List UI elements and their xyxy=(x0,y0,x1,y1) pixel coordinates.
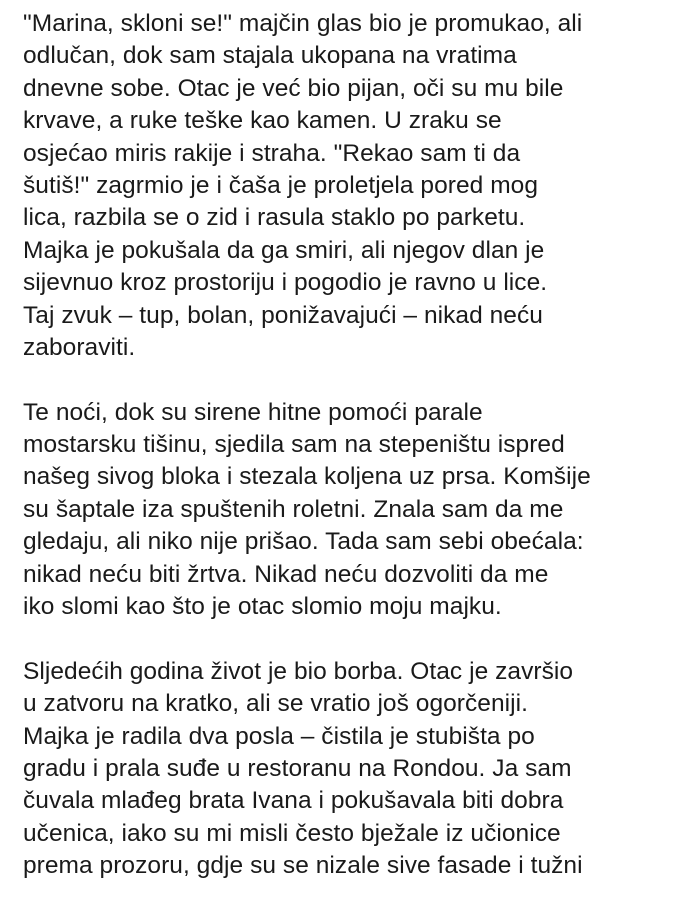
text-line: čuvala mlađeg brata Ivana i pokušavala biti dobra xyxy=(23,787,564,815)
text-line: krvave, a ruke teške kao kamen. U zraku se xyxy=(23,107,502,135)
text-line: dnevne sobe. Otac je već bio pijan, oči su mu bile xyxy=(23,74,564,102)
text-line: Taj zvuk – tup, bolan, ponižavajući – nikad neću xyxy=(23,301,543,329)
text-line: Majka je pokušala da ga smiri, ali njegov dlan je xyxy=(23,236,545,264)
text-line: Te noći, dok su sirene hitne pomoći parale xyxy=(23,398,483,426)
paragraph-gap xyxy=(23,623,691,655)
text-line: osjećao miris rakije i straha. "Rekao sam ti da xyxy=(23,139,521,167)
text-line: Sljedećih godina život je bio borba. Otac je završio xyxy=(23,657,574,685)
text-line: sijevnuo kroz prostoriju i pogodio je ravno u lice. xyxy=(23,269,548,297)
text-line: lica, razbila se o zid i rasula staklo po parketu. xyxy=(23,204,526,232)
paragraph-2 xyxy=(23,397,691,624)
text-line: šutiš!" zagrmio je i čaša je proletjela pored mog xyxy=(23,171,538,199)
text-line: su šaptale iza spuštenih roletni. Znala sam da me xyxy=(23,495,564,523)
text-line: odlučan, dok sam stajala ukopana na vratima xyxy=(23,42,517,70)
text-line: našeg sivog bloka i stezala koljena uz prsa. Komšije xyxy=(23,463,591,491)
text-line: nikad neću biti žrtva. Nikad neću dozvoliti da me xyxy=(23,560,549,588)
paragraph-1 xyxy=(23,8,691,364)
text-line: gledaju, ali niko nije prišao. Tada sam sebi obećala: xyxy=(23,528,584,556)
text-line: iko slomi kao što je otac slomio moju majku. xyxy=(23,593,502,621)
text-line: "Marina, skloni se!" majčin glas bio je promukao, ali xyxy=(23,10,583,37)
text-line: prema prozoru, gdje su se nizale sive fasade i tužni xyxy=(23,852,583,880)
text-line: u zatvoru na kratko, ali se vratio još ogorčeniji. xyxy=(23,690,528,718)
paragraph-gap xyxy=(23,364,691,396)
text-line: gradu i prala suđe u restoranu na Rondou. Ja sam xyxy=(23,754,572,782)
text-line: zaboraviti. xyxy=(23,333,136,361)
document-text xyxy=(23,8,691,883)
text-line: Majka je radila dva posla – čistila je stubišta po xyxy=(23,722,535,750)
text-line: mostarsku tišinu, sjedila sam na stepeništu ispred xyxy=(23,431,565,459)
paragraph-3 xyxy=(23,656,691,883)
text-line: učenica, iako su mi misli često bježale iz učionice xyxy=(23,819,561,847)
